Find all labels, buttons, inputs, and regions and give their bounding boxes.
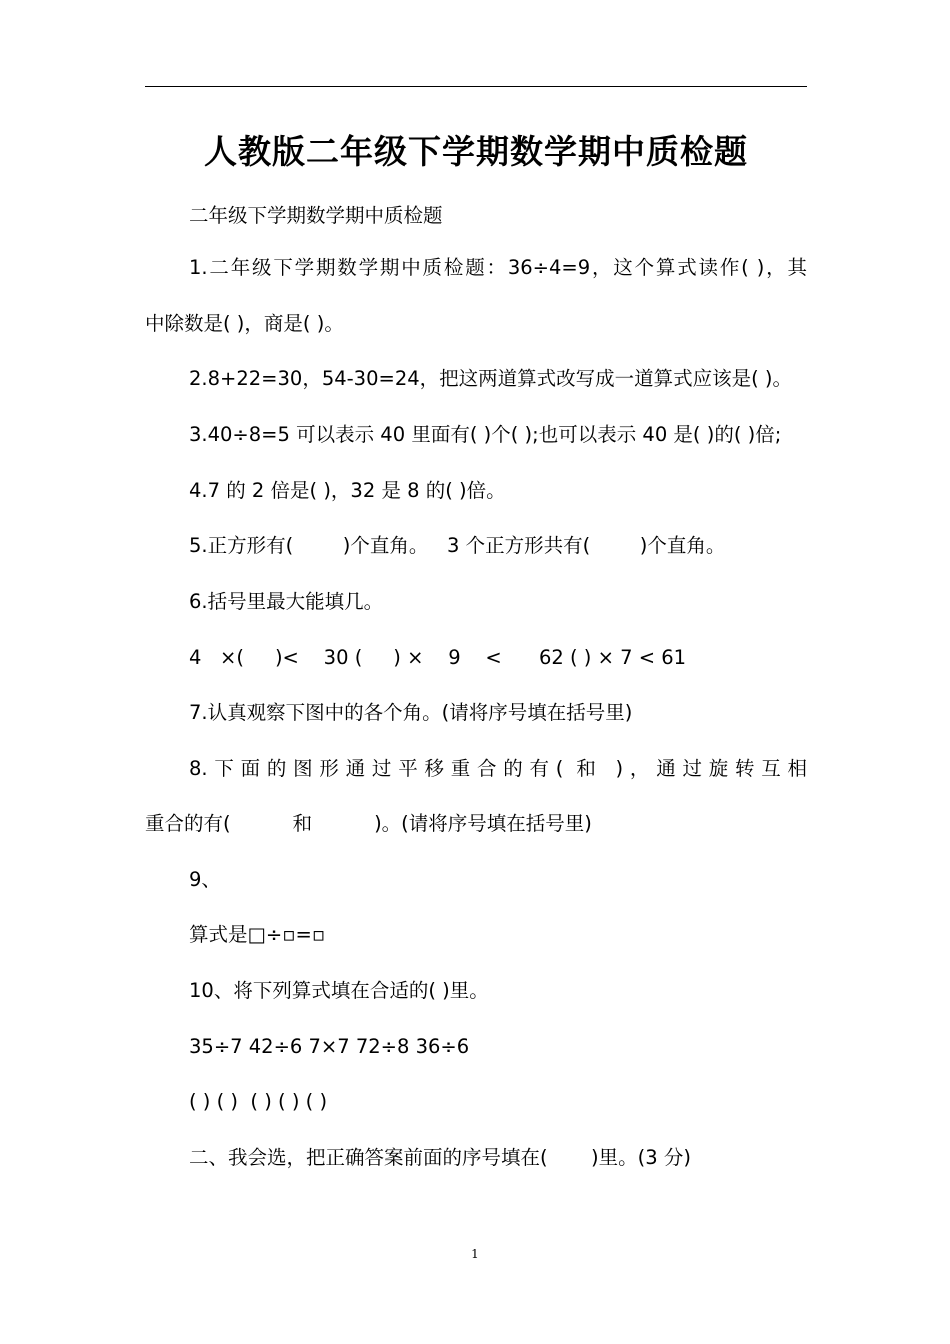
question-8-line-2: 重合的有( 和 )。(请将序号填在括号里): [145, 812, 592, 835]
question-6: 6.括号里最大能填几。: [189, 590, 384, 613]
question-6-inequalities: 4 ×( )< 30 ( ) × 9 < 62 ( ) × 7 < 61: [189, 646, 687, 669]
question-2: 2.8+22=30，54-30=24，把这两道算式改写成一道算式应该是( )。: [189, 367, 793, 390]
question-10-brackets: ( ) ( ) ( ) ( ) ( ): [189, 1090, 328, 1113]
question-7: 7.认真观察下图中的各个角。(请将序号填在括号里): [189, 701, 633, 724]
subtitle-line: 二年级下学期数学期中质检题: [189, 204, 443, 227]
question-1-line-1: 1.二年级下学期数学期中质检题：36÷4=9，这个算式读作( )，其: [189, 256, 807, 279]
question-9: 9、: [189, 868, 221, 891]
section-2-heading: 二、我会选，把正确答案前面的序号填在( )里。(3 分): [189, 1146, 691, 1169]
question-3: 3.40÷8=5 可以表示 40 里面有( )个( );也可以表示 40 是( )的( )倍;: [189, 423, 782, 446]
document-title: 人教版二年级下学期数学期中质检题: [204, 132, 748, 171]
question-9-formula: 算式是□÷▫=▫: [189, 923, 326, 946]
question-4: 4.7 的 2 倍是( )，32 是 8 的( )倍。: [189, 479, 506, 502]
question-10-expressions: 35÷7 42÷6 7×7 72÷8 36÷6: [189, 1035, 470, 1058]
question-8-line-1: 8.下面的图形通过平移重合的有( 和 )，通过旋转互相: [189, 757, 807, 780]
question-5: 5.正方形有( )个直角。 3 个正方形共有( )个直角。: [189, 534, 726, 557]
header-rule: [145, 86, 807, 87]
page-number: 1: [471, 1247, 479, 1261]
question-1-line-2: 中除数是( )，商是( )。: [145, 312, 344, 335]
question-10: 10、将下列算式填在合适的( )里。: [189, 979, 489, 1002]
